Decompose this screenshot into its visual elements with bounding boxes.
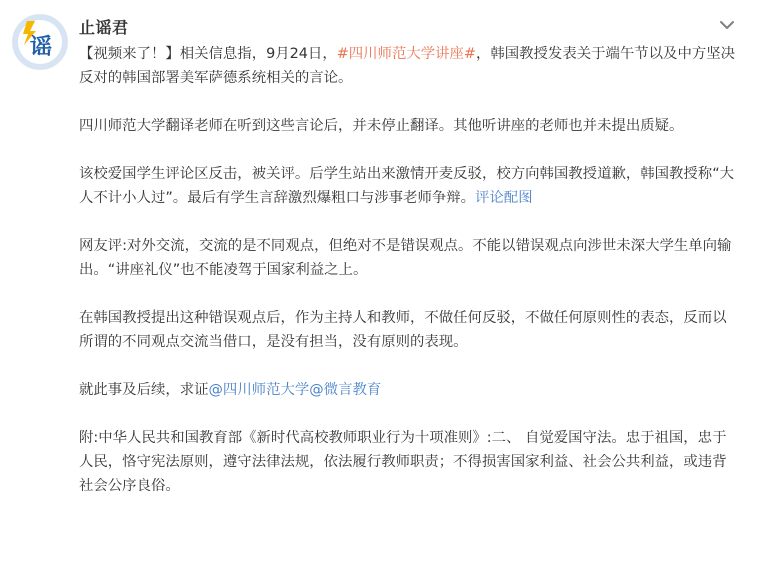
avatar-logo [13, 15, 67, 69]
mention-sicnu[interactable]: @四川师范大学 [208, 382, 310, 398]
avatar-text: 谣 [29, 35, 53, 60]
post-paragraph-7: 附:中华人民共和国教育部《新时代高校教师职业行为十项准则》:二、 自觉爱国守法。忠于祖国，忠于人民，恪守宪法原则，遵守法律法规，依法履行教师职责；不得损害国家利益、社会公共利益，或违背社会公序良俗。 [79, 430, 727, 494]
avatar[interactable] [12, 14, 68, 70]
post-paragraph-6 [79, 378, 739, 402]
post-text: 【视频来了！】相关信息指，9月24日， [79, 46, 337, 62]
post-paragraph-4: 网友评:对外交流，交流的是不同观点，但绝对不是错误观点。不能以错误观点向涉世未深大学生单向输出。“讲座礼仪”也不能凌驾于国家利益之上。 [79, 238, 732, 278]
comment-image-link[interactable]: 评论配图 [475, 190, 533, 206]
post-paragraph-1 [79, 42, 739, 90]
chevron-down-icon [716, 14, 738, 36]
post-text: 就此事及后续，求证 [79, 382, 209, 398]
post-paragraph-5: 在韩国教授提出这种错误观点后，作为主持人和教师，不做任何反驳，不做任何原则性的表态，反而以所谓的不同观点交流当借口，是没有担当，没有原则的表现。 [79, 310, 727, 350]
post-body [79, 42, 739, 522]
post-paragraph-2: 四川师范大学翻译老师在听到这些言论后，并未停止翻译。其他听讲座的老师也并未提出质疑。 [79, 118, 684, 134]
hashtag-link[interactable]: #四川师范大学讲座# [336, 46, 476, 62]
post-paragraph-3 [79, 162, 739, 210]
mention-weiyan[interactable]: @微言教育 [309, 382, 382, 398]
post-text: 该校爱国学生评论区反击，被关评。后学生站出来激情开麦反驳，校方向韩国教授道歉，韩国教授称“大人不计小人过”。最后有学生言辞激烈爆粗口与涉事老师争辩。 [79, 166, 735, 206]
author-name[interactable]: 止谣君 [79, 18, 129, 37]
post-text: ，韩国教授发表关于端午节以及中方坚决反对的韩国部署美军萨德系统相关的言论。 [79, 46, 736, 86]
post-menu-button[interactable] [716, 14, 738, 36]
